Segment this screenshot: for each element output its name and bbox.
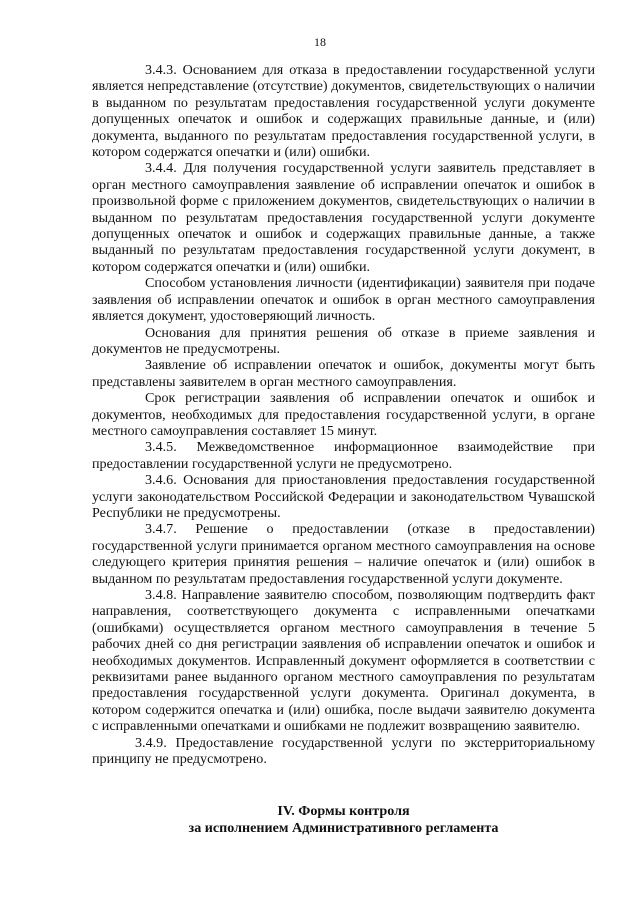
- paragraph-3-4-9: 3.4.9. Предоставление государственной услуги по экстерриториальному принципу не предусмотрено.: [92, 734, 595, 768]
- section-heading: [92, 803, 595, 837]
- paragraph-identification: Способом установления личности (идентификации) заявителя при подаче заявления об исправлении опечаток и ошибок в орган местного самоуправления является документ, удостоверяющий личность.: [92, 275, 595, 325]
- paragraph-3-4-8: 3.4.8. Направление заявителю способом, позволяющим подтвердить факт направления, соответствующего документа с исправленными опечатками (ошибками) осуществляется органом местного самоуправления в течение 5 рабочих дней со дня регистрации заявления об исправлении опечаток и ошибок и необходимых документов. Исправленный документ оформляется в соответствии с реквизитами ранее выданного органом местного самоуправления по результатам предоставления государственной услуги документа. Оригинал документа, в котором содержится опечатка и (или) ошибка, после выдачи заявителю документа с исправленными опечатками и ошибками не подлежит возвращению заявителю.: [92, 587, 595, 735]
- paragraph-3-4-7: 3.4.7. Решение о предоставлении (отказе в предоставлении) государственной услуги принимается органом местного самоуправления на основе следующего критерия принятия решения – наличие опечаток и (или) ошибок в выданном по результатам предоставления государственной услуги документе.: [92, 521, 595, 587]
- section-title-line2: за исполнением Административного регламента: [188, 820, 499, 836]
- paragraph-3-4-5: 3.4.5. Межведомственное информационное взаимодействие при предоставлении государственной услуги не предусмотрено.: [92, 439, 595, 472]
- paragraph-3-4-6: 3.4.6. Основания для приостановления предоставления государственной услуги законодательством Российской Федерации и законодательством Чувашской Республики не предусмотрены.: [92, 472, 595, 521]
- paragraph-submission: Заявление об исправлении опечаток и ошибок, документы могут быть представлены заявителем в орган местного самоуправления.: [92, 357, 595, 390]
- paragraph-refusal-grounds: Основания для принятия решения об отказе в приеме заявления и документов не предусмотрены.: [92, 324, 595, 357]
- document-body: [92, 62, 595, 767]
- paragraph-3-4-3: 3.4.3. Основанием для отказа в предоставлении государственной услуги является непредставление (отсутствие) документов, свидетельствующих о наличии в выданном по результатам предоставления государственной услуги документе допущенных опечаток и ошибок и содержащих правильные данные, и (или) документа, выданного по результатам предоставления государственной услуги, в котором содержатся опечатки и (или) ошибки.: [92, 62, 595, 161]
- section-title-line1: IV. Формы контроля: [277, 803, 410, 819]
- page-number: 18: [314, 35, 326, 49]
- paragraph-registration-term: Срок регистрации заявления об исправлении опечаток и ошибок и документов, необходимых для предоставления государственной услуги, в органе местного самоуправления составляет 15 минут.: [92, 390, 595, 439]
- paragraph-3-4-4: 3.4.4. Для получения государственной услуги заявитель представляет в орган местного самоуправления заявление об исправлении опечаток и ошибок в произвольной форме с приложением документов, свидетельствующих о наличии в выданном по результатам предоставления государственной услуги документе допущенных опечаток и ошибок и содержащих правильные данные, а также выданный по результатам предоставления государственной услуги документ, в котором содержатся опечатки и (или) ошибки.: [92, 160, 595, 275]
